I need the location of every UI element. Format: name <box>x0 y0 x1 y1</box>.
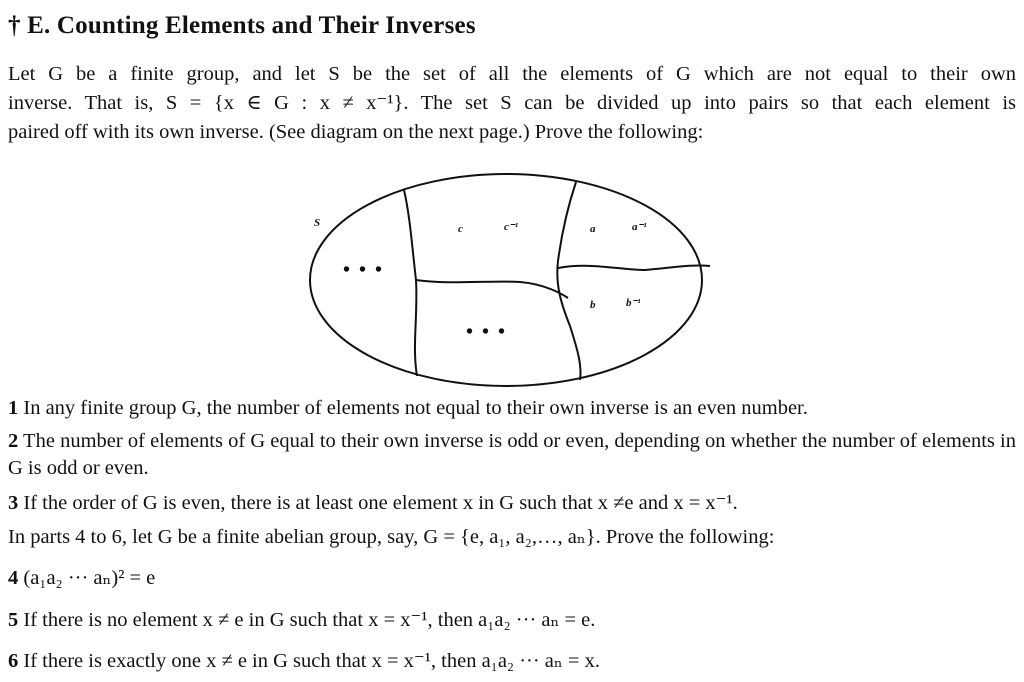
label-a-inverse: a⁻¹ <box>632 221 647 233</box>
intro-paragraph <box>8 60 1016 147</box>
problem-number: 2 <box>8 430 19 452</box>
problem-text: If there is exactly one x ≠ e in G such that x = x⁻¹, then a₁a₂ ··· aₙ = x. <box>23 650 600 672</box>
problem-4 <box>8 565 1016 592</box>
problem-number: 5 <box>8 609 19 631</box>
label-b: b <box>590 299 596 311</box>
problem-number: 3 <box>8 492 19 514</box>
problem-6 <box>8 648 1016 675</box>
intro-line-2: inverse. That is, S = {x ∈ G : x ≠ x⁻¹}. The set S can be divided up into pairs so that each element is <box>8 92 1016 114</box>
intro-line-1: Let G be a finite group, and let S be the set of all the elements of G which are not equal to their own <box>8 63 1016 85</box>
problem-number: 1 <box>8 397 19 419</box>
problem-text: In any finite group G, the number of elements not equal to their own inverse is an even number. <box>23 397 808 419</box>
problem-number: 6 <box>8 650 19 672</box>
problem-5 <box>8 607 1016 634</box>
problem-text: If there is no element x ≠ e in G such that x = x⁻¹, then a₁a₂ ··· aₙ = e. <box>23 609 596 631</box>
set-label-s: S <box>314 217 321 229</box>
ellipsis-left: • • • <box>343 259 385 281</box>
divider-left <box>404 190 417 376</box>
label-a: a <box>590 223 596 235</box>
problem-1 <box>8 395 1016 422</box>
label-c: c <box>458 223 463 235</box>
divider-right <box>557 182 580 380</box>
problem-text: (a₁a₂ ··· aₙ)² = e <box>23 567 156 589</box>
divider-middle-horizontal <box>416 280 568 298</box>
problem-number: 4 <box>8 567 19 589</box>
section-heading: † E. Counting Elements and Their Inverses <box>8 12 476 39</box>
label-c-inverse: c⁻¹ <box>504 221 518 233</box>
intro-line-3: paired off with its own inverse. (See diagram on the next page.) Prove the following: <box>8 121 704 143</box>
divider-right-horizontal <box>558 265 710 270</box>
problem-text: If the order of G is even, there is at least one element x in G such that x ≠e and x = x⁻¹. <box>23 492 738 514</box>
problem-3 <box>8 490 1016 517</box>
partition-diagram <box>300 166 720 396</box>
abelian-transition: In parts 4 to 6, let G be a finite abelian group, say, G = {e, a₁, a₂,…, aₙ}. Prove the following: <box>8 526 775 548</box>
ellipsis-bottom: • • • <box>466 321 508 343</box>
label-b-inverse: b⁻¹ <box>626 297 641 309</box>
problem-2 <box>8 428 1016 482</box>
problem-text: The number of elements of G equal to their own inverse is odd or even, depending on whether the number of elements in G is odd or even. <box>8 430 1016 479</box>
